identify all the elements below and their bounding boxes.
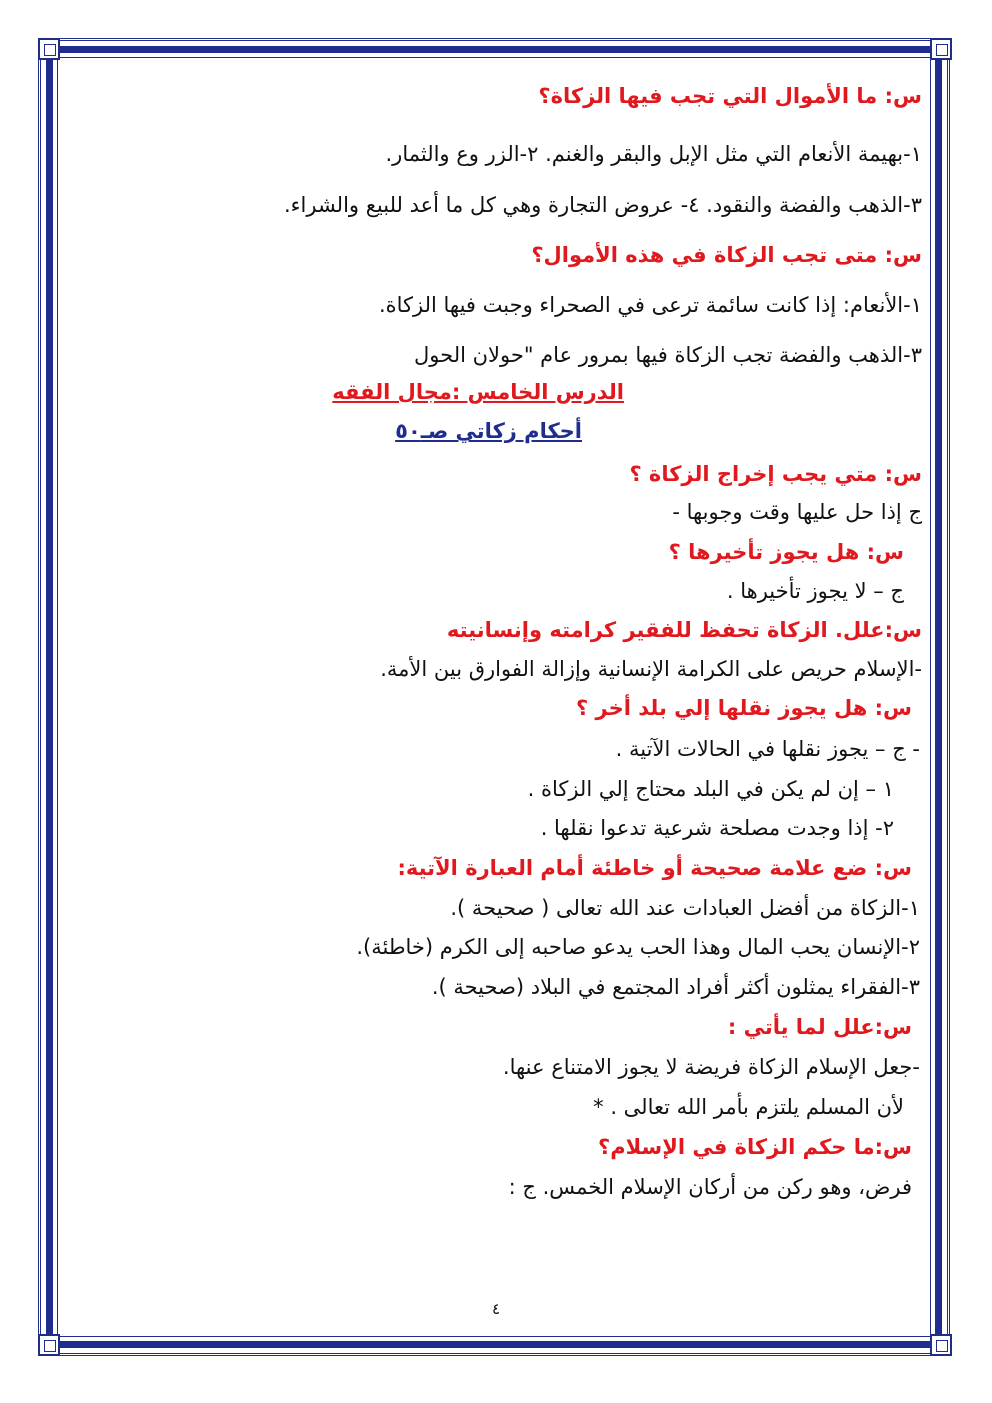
- answer-line: - ج – يجوز نقلها في الحالات الآتية .: [615, 737, 920, 761]
- answer-line: ج إذا حل عليها وقت وجوبها -: [672, 500, 922, 524]
- answer-line: -جعل الإسلام الزكاة فريضة لا يجوز الامتناع عنها.: [502, 1055, 920, 1079]
- answer-line: ج – لا يجوز تأخيرها .: [726, 579, 904, 603]
- question-true-false: س: ضع علامة صحيحة أو خاطئة أمام العبارة الآتية:: [397, 856, 912, 880]
- lesson-title: الدرس الخامس :مجال الفقه: [332, 380, 624, 404]
- question-reason-dignity: س:علل. الزكاة تحفظ للفقير كرامته وإنسانيته: [446, 618, 922, 642]
- answer-line: ١-بهيمة الأنعام التي مثل الإبل والبقر والغنم. ٢-الزر وع والثمار.: [385, 142, 922, 166]
- answer-line: لأن المسلم يلتزم بأمر الله تعالى . *: [593, 1095, 904, 1119]
- lesson-subtitle: أحكام زكاتي صـ٥٠: [395, 419, 582, 443]
- answer-line: ١-الزكاة من أفضل العبادات عند الله تعالى ( صحيحة ).: [450, 896, 920, 920]
- answer-line: ٣-الذهب والفضة والنقود. ٤- عروض التجارة وهي كل ما أعد للبيع والشراء.: [283, 193, 922, 217]
- answer-line: -الإسلام حريص على الكرامة الإنسانية وإزالة الفوارق بين الأمة.: [380, 657, 922, 681]
- answer-line: ١-الأنعام: إذا كانت سائمة ترعى في الصحراء وجبت فيها الزكاة.: [378, 293, 922, 317]
- question-reason: س:علل لما يأتي :: [727, 1015, 912, 1039]
- answer-line: فرض، وهو ركن من أركان الإسلام الخمس. ج :: [508, 1175, 912, 1199]
- answer-line: ٣-الفقراء يمثلون أكثر أفراد المجتمع في البلاد (صحيحة ).: [431, 975, 920, 999]
- question-delay: س: هل يجوز تأخيرها ؟: [668, 540, 904, 564]
- answer-line: ٢- إذا وجدت مصلحة شرعية تدعوا نقلها .: [540, 816, 894, 840]
- question-zakat-wealth: س: ما الأموال التي تجب فيها الزكاة؟: [538, 84, 922, 108]
- question-transfer: س: هل يجوز نقلها إلي بلد أخر ؟: [576, 696, 912, 720]
- answer-line: ٣-الذهب والفضة تجب الزكاة فيها بمرور عام "حولان الحول: [414, 343, 922, 367]
- answer-line: ١ – إن لم يكن في البلد محتاج إلي الزكاة .: [527, 777, 894, 801]
- question-when-due: س: متى تجب الزكاة في هذه الأموال؟: [531, 243, 922, 267]
- question-ruling: س:ما حكم الزكاة في الإسلام؟: [598, 1135, 912, 1159]
- page-number: ٤: [491, 1300, 501, 1318]
- question-when-pay: س: متي يجب إخراج الزكاة ؟: [629, 462, 922, 486]
- answer-line: ٢-الإنسان يحب المال وهذا الحب يدعو صاحبه إلى الكرم (خاطئة).: [356, 935, 920, 959]
